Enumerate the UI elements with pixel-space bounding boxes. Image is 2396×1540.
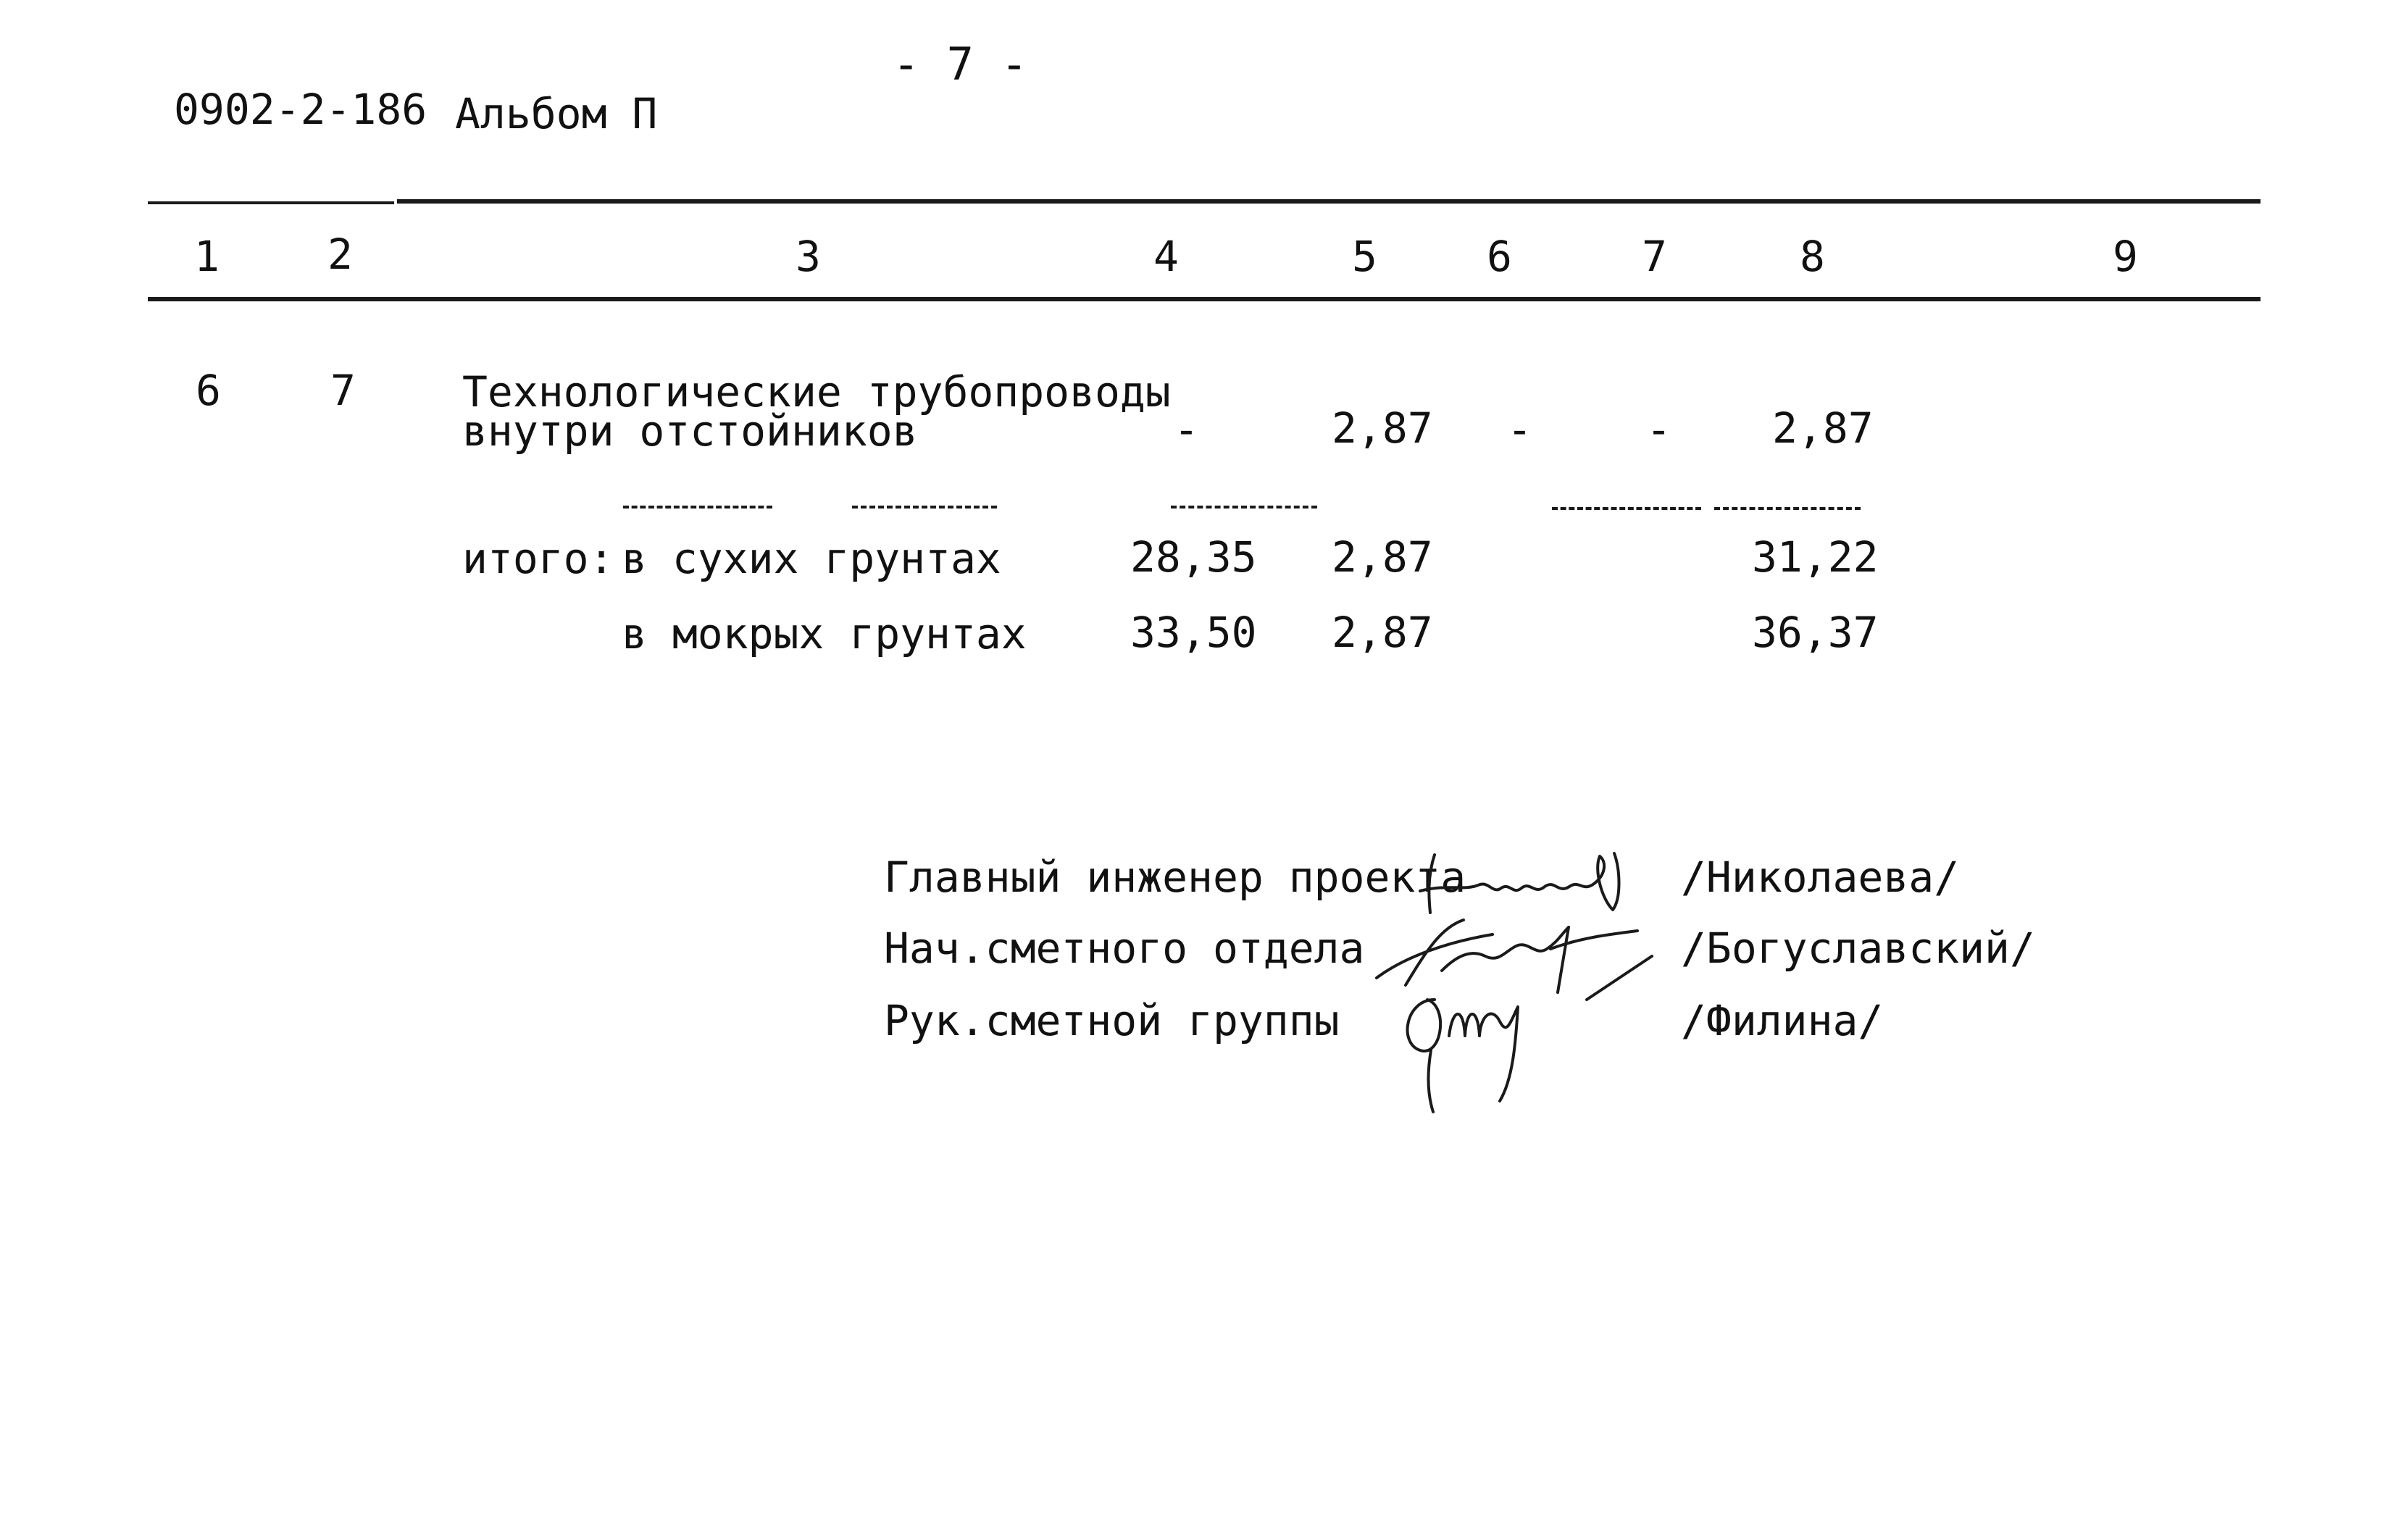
row-col-5: 2,87 xyxy=(1332,403,1433,453)
separator-dash xyxy=(1171,506,1317,509)
column-header-4: 4 xyxy=(1153,232,1179,281)
column-header-1: 1 xyxy=(194,232,220,281)
totals-wet-col-4: 33,50 xyxy=(1130,608,1257,657)
column-header-9: 9 xyxy=(2113,232,2138,281)
totals-wet-col-5: 2,87 xyxy=(1332,608,1433,657)
page-number: - 7 - xyxy=(893,38,1028,91)
separator-dash xyxy=(1714,507,1861,510)
totals-dry-label: в сухих грунтах xyxy=(622,534,1001,583)
signatory-name-estimate-dept: /Богуславский/ xyxy=(1681,924,2035,973)
row-col-1: 6 xyxy=(196,366,221,415)
totals-dry-col-4: 28,35 xyxy=(1130,532,1257,582)
table-top-rule-left xyxy=(148,201,394,204)
separator-dash xyxy=(623,506,772,509)
table-header-bottom-rule xyxy=(148,297,2261,301)
column-header-8: 8 xyxy=(1800,232,1825,281)
signatory-title-chief-engineer: Главный инженер проекта xyxy=(884,853,1466,902)
totals-dry-col-8: 31,22 xyxy=(1752,532,1879,582)
signatory-name-chief-engineer: /Николаева/ xyxy=(1681,853,1960,902)
row-description-line-2: внутри отстойников xyxy=(462,406,918,456)
row-col-7: - xyxy=(1646,405,1671,454)
row-description-line-1: Технологические трубопроводы xyxy=(462,367,1171,417)
column-header-3: 3 xyxy=(796,232,821,281)
totals-wet-label: в мокрых грунтах xyxy=(622,609,1027,658)
signatory-title-estimate-dept: Нач.сметного отдела xyxy=(884,924,1365,973)
album-label: Альбом П xyxy=(455,89,658,138)
column-header-5: 5 xyxy=(1352,232,1377,281)
row-col-2: 7 xyxy=(330,366,356,415)
column-header-6: 6 xyxy=(1487,232,1512,281)
column-header-7: 7 xyxy=(1642,232,1667,281)
signature-estimate-group xyxy=(1391,978,1550,1116)
row-col-8: 2,87 xyxy=(1772,403,1874,453)
row-col-4: - xyxy=(1174,405,1199,454)
column-header-2: 2 xyxy=(327,230,353,279)
totals-label: итого: xyxy=(462,534,614,583)
row-col-6: - xyxy=(1507,405,1532,454)
document-code: 0902-2-186 xyxy=(174,85,427,134)
signatory-title-estimate-group: Рук.сметной группы xyxy=(884,996,1340,1045)
separator-dash xyxy=(852,506,997,509)
totals-wet-col-8: 36,37 xyxy=(1752,608,1879,657)
signatory-name-estimate-group: /Филина/ xyxy=(1681,996,1884,1045)
totals-dry-col-5: 2,87 xyxy=(1332,532,1433,582)
table-top-rule-right xyxy=(397,199,2261,204)
separator-dash xyxy=(1552,507,1701,510)
